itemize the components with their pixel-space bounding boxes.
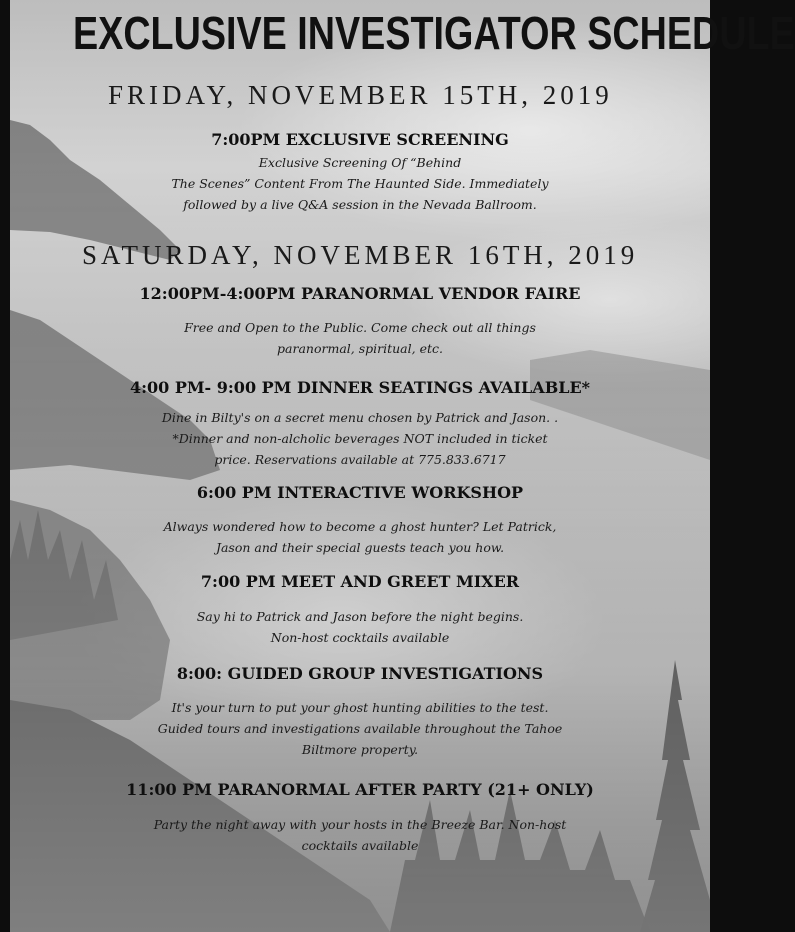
description-line: It's your turn to put your ghost hunting abilities to the test. xyxy=(171,700,549,715)
description-line: *Dinner and non-alcholic beverages NOT included in ticket xyxy=(172,431,548,446)
flyer xyxy=(10,0,795,932)
description-line: cocktails available xyxy=(301,838,419,853)
event-title: 4:00 PM- 9:00 PM DINNER SEATINGS AVAILABLE* xyxy=(129,378,591,397)
description-line: Always wondered how to become a ghost hunter? Let Patrick, xyxy=(163,519,557,534)
description-line: Free and Open to the Public. Come check out all things xyxy=(184,320,536,335)
description-line: price. Reservations available at 775.833.6717 xyxy=(214,452,506,467)
page-title: EXCLUSIVE INVESTIGATOR SCHEDULE xyxy=(73,7,795,59)
schedule-content xyxy=(10,0,795,932)
description-line: Jason and their special guests teach you how. xyxy=(215,540,505,555)
event-title: 8:00: GUIDED GROUP INVESTIGATIONS xyxy=(176,664,544,683)
event-description xyxy=(120,697,600,760)
description-line: paranormal, spiritual, etc. xyxy=(277,341,443,356)
day-heading-saturday: SATURDAY, NOVEMBER 16TH, 2019 xyxy=(82,240,639,270)
event-description xyxy=(120,814,600,856)
event-title: 7:00 PM MEET AND GREET MIXER xyxy=(200,572,520,591)
event-title: 7:00PM EXCLUSIVE SCREENING xyxy=(211,130,509,149)
description-line: Non-host cocktails available xyxy=(270,630,450,645)
event-title: 11:00 PM PARANORMAL AFTER PARTY (21+ ONLY) xyxy=(126,780,594,799)
event-title: 12:00PM-4:00PM PARANORMAL VENDOR FAIRE xyxy=(139,284,581,303)
description-line: The Scenes” Content From The Haunted Side. Immediately xyxy=(171,176,549,191)
event-description xyxy=(120,152,600,215)
description-line: followed by a live Q&A session in the Nevada Ballroom. xyxy=(183,197,537,212)
description-line: Party the night away with your hosts in the Breeze Bar. Non-host xyxy=(153,817,567,832)
description-line: Biltmore property. xyxy=(301,742,419,757)
day-heading-friday: FRIDAY, NOVEMBER 15TH, 2019 xyxy=(108,80,613,110)
event-description xyxy=(120,407,600,470)
event-description xyxy=(120,606,600,648)
event-description xyxy=(120,317,600,359)
description-line: Dine in Bilty's on a secret menu chosen by Patrick and Jason. . xyxy=(161,410,559,425)
description-line: Exclusive Screening Of “Behind xyxy=(258,155,462,170)
event-description xyxy=(120,516,600,558)
description-line: Guided tours and investigations available throughout the Tahoe xyxy=(157,721,563,736)
event-title: 6:00 PM INTERACTIVE WORKSHOP xyxy=(196,483,524,502)
description-line: Say hi to Patrick and Jason before the night begins. xyxy=(196,609,524,624)
